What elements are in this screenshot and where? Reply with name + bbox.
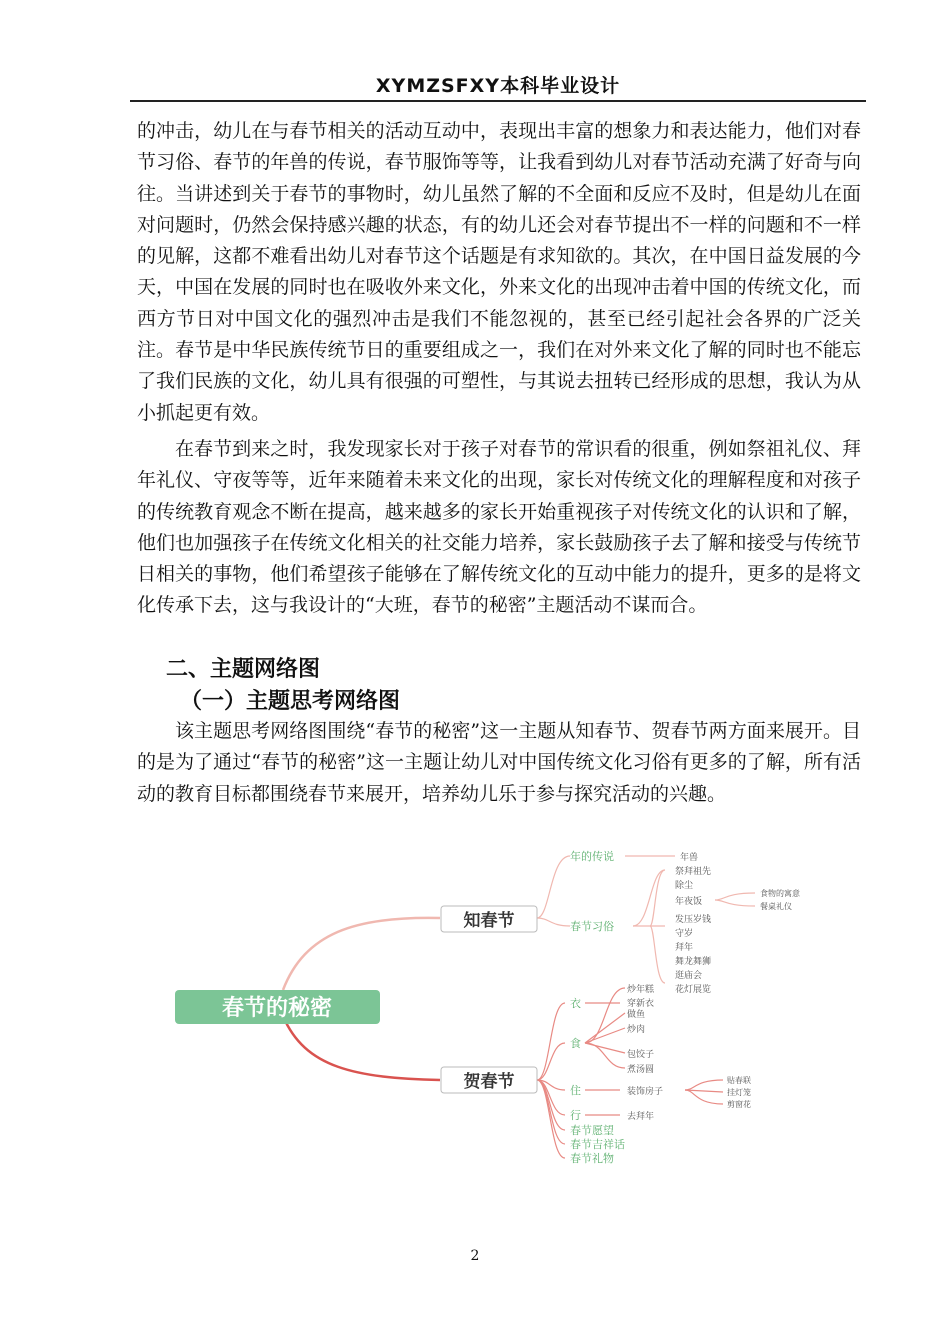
housing-child: 装饰房子	[627, 1087, 664, 1097]
custom-item: 祭拜祖先	[675, 867, 712, 877]
branch1-label: 知春节	[463, 911, 515, 931]
custom-item: 舞龙舞狮	[675, 957, 712, 967]
custom-item: 年夜饭	[675, 897, 703, 907]
travel-child: 去拜年	[627, 1112, 655, 1122]
legend-child: 年兽	[680, 853, 699, 863]
section-heading: 二、主题网络图	[166, 657, 321, 682]
paragraph-2: 在春节到来之时，我发现家长对于孩子对春节的常识看的很重，例如祭祖礼仪、拜年礼仪、守夜等等，近年来随着未来文化的出现，家长对传统文化的理解程度和对孩子的传统教育观念不断在提高，越来越多的家长开始重视孩子对传统文化的认识和了解，他们也加强孩子在传统文化相关的社交能力培养，家长鼓励孩子去了解和接受与传统节日相关的事物，他们希望孩子能够在了解传统文化的互动中能力的提升，更多的是将文化传承下去，这与我设计的“大班，春节的秘密”主题活动不谋而合。	[137, 438, 861, 617]
housing-node: 住	[570, 1084, 581, 1097]
travel-node: 行	[570, 1109, 581, 1122]
paragraph-1: 的冲击，幼儿在与春节相关的活动互动中，表现出丰富的想象力和表达能力，他们对春节习俗、春节的年兽的传说，春节服饰等等，让我看到幼儿对春节活动充满了好奇与向往。当讲述到关于春节的事物时，幼儿虽然了解的不全面和反应不及时，但是幼儿在面对问题时，仍然会保持感兴趣的状态，有的幼儿还会对春节提出不一样的问题和不一样的见解，这都不难看出幼儿对春节这个话题是有求知欲的。其次，在中国日益发展的今天，中国在发展的同时也在吸收外来文化，外来文化的出现冲击着中国的传统文化，而西方节日对中国文化的强烈冲击是我们不能忽视的，甚至已经引起社会各界的广泛关注。春节是中华民族传统节日的重要组成之一，我们在对外来文化了解的同时也不能忘了我们民族的文化，幼儿具有很强的可塑性，与其说去扭转已经形成的思想，我认为从小抓起更有效。	[137, 120, 861, 424]
food-node: 食	[570, 1037, 581, 1050]
extra-node: 春节吉祥话	[570, 1138, 625, 1151]
root-label: 春节的秘密	[221, 996, 333, 1021]
food-item: 煮汤圆	[627, 1065, 655, 1075]
header-title: XYMZSFXY本科毕业设计	[375, 75, 621, 97]
food-item: 做鱼	[627, 1010, 646, 1020]
dinner-child: 食物的寓意	[760, 889, 800, 898]
root-to-branch1-line	[283, 918, 440, 990]
custom-item: 逛庙会	[675, 971, 703, 981]
housing-item: 挂灯笼	[727, 1088, 751, 1097]
customs-node: 春节习俗	[570, 920, 614, 933]
food-item: 包饺子	[627, 1050, 655, 1060]
custom-item: 拜年	[675, 943, 694, 953]
root-to-branch2-line	[283, 1016, 440, 1080]
paragraph-3: 该主题思考网络图围绕“春节的秘密”这一主题从知春节、贺春节两方面来展开。目的是为了通过“春节的秘密”这一主题让幼儿对中国传统文化习俗有更多的了解，所有活动的教育目标都围绕春节来展开，培养幼儿乐于参与探究活动的兴趣。	[137, 720, 861, 805]
food-item: 炒肉	[627, 1025, 646, 1035]
theme-mind-map	[165, 838, 845, 1168]
custom-item: 守岁	[675, 929, 694, 939]
page-number: 2	[470, 1248, 480, 1264]
subsection-heading: （一）主题思考网络图	[180, 689, 401, 714]
page-header	[130, 70, 866, 102]
custom-item: 除尘	[675, 881, 694, 891]
extra-node: 春节愿望	[570, 1124, 614, 1137]
extra-node: 春节礼物	[570, 1152, 614, 1165]
clothing-child: 穿新衣	[627, 999, 655, 1009]
housing-item: 贴春联	[727, 1076, 751, 1085]
housing-item: 剪窗花	[727, 1100, 751, 1109]
branch2-label: 贺春节	[463, 1072, 515, 1092]
clothing-node: 衣	[570, 997, 581, 1010]
legend-node: 年的传说	[570, 850, 614, 863]
custom-item: 花灯展览	[675, 985, 712, 995]
food-item: 炒年糕	[627, 985, 655, 995]
dinner-child: 餐桌礼仪	[760, 902, 792, 911]
custom-item: 发压岁钱	[675, 915, 712, 925]
